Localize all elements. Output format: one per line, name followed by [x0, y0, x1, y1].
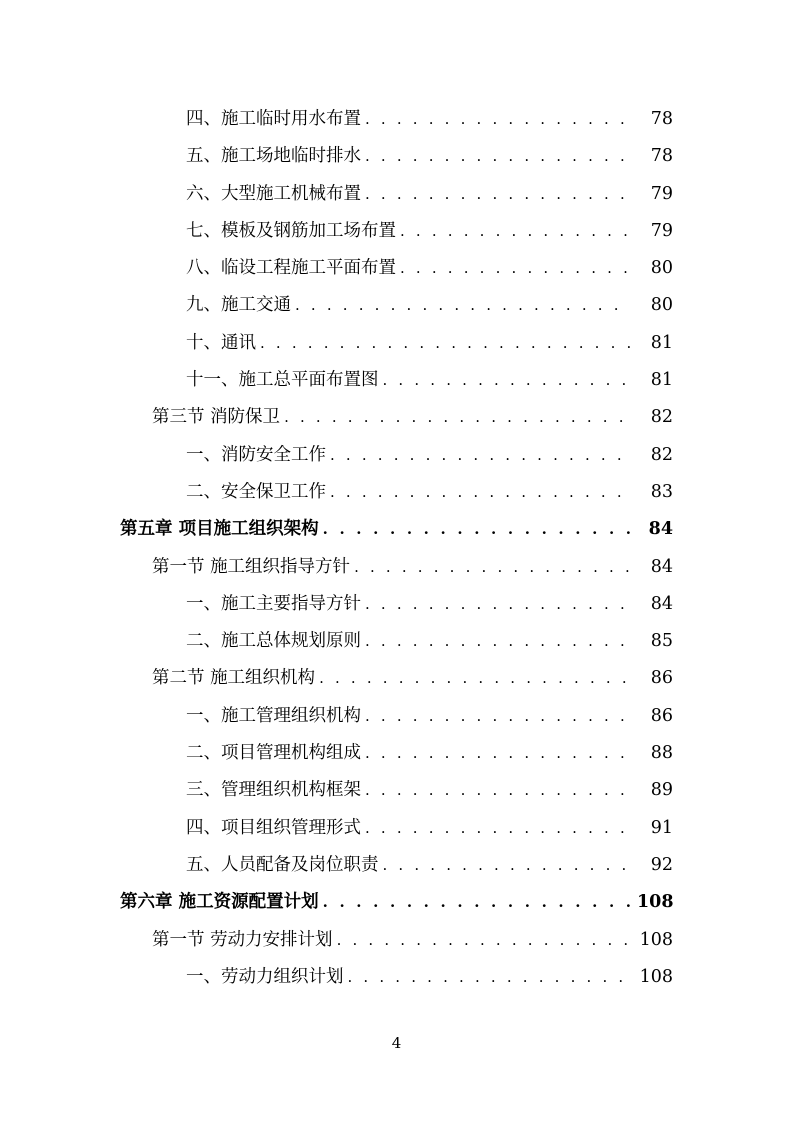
- toc-entry[interactable]: [0, 922, 793, 959]
- toc-entry[interactable]: [0, 213, 793, 250]
- toc-entry[interactable]: [0, 884, 793, 921]
- dot-leader: [365, 101, 631, 138]
- toc-entry-title: 二、项目管理机构组成: [186, 743, 361, 764]
- toc-entry-page: 85: [650, 631, 673, 652]
- dot-leader: [365, 735, 631, 772]
- page-number: 4: [391, 1034, 402, 1052]
- dot-leader: [260, 325, 631, 362]
- dot-leader: [383, 362, 632, 399]
- dot-leader: [400, 213, 631, 250]
- dot-leader: [348, 959, 632, 996]
- toc-entry[interactable]: [0, 810, 793, 847]
- toc-entry[interactable]: [0, 959, 793, 996]
- toc-entry-page: 92: [650, 854, 673, 875]
- toc-entry-page: 80: [650, 295, 673, 316]
- dot-leader: [365, 138, 631, 175]
- toc-entry-title: 五、施工场地临时排水: [186, 146, 361, 167]
- toc-entry-title: 二、安全保卫工作: [186, 481, 326, 502]
- toc-entry-page: 89: [650, 780, 673, 801]
- dot-leader: [365, 623, 631, 660]
- dot-leader: [354, 549, 631, 586]
- toc-entry[interactable]: [0, 623, 793, 660]
- toc-entry-title: 第五章 项目施工组织架构: [120, 519, 319, 540]
- toc-entry-title: 八、临设工程施工平面布置: [186, 258, 396, 279]
- toc-entry-title: 四、项目组织管理形式: [186, 817, 361, 838]
- toc-entry-title: 第三节 消防保卫: [152, 407, 281, 428]
- toc-entry-page: 88: [650, 743, 673, 764]
- toc-entry-title: 一、劳动力组织计划: [186, 966, 344, 987]
- toc-entry[interactable]: [0, 847, 793, 884]
- dot-leader: [319, 660, 631, 697]
- table-of-contents: [0, 101, 793, 996]
- toc-entry[interactable]: [0, 399, 793, 436]
- dot-leader: [337, 922, 631, 959]
- toc-entry-title: 九、施工交通: [186, 295, 291, 316]
- toc-entry[interactable]: [0, 287, 793, 324]
- toc-entry-title: 一、施工管理组织机构: [186, 705, 361, 726]
- toc-entry-title: 第六章 施工资源配置计划: [120, 892, 319, 913]
- toc-entry-title: 第一节 施工组织指导方针: [152, 556, 351, 577]
- toc-entry[interactable]: [0, 586, 793, 623]
- toc-entry[interactable]: [0, 549, 793, 586]
- toc-entry[interactable]: [0, 772, 793, 809]
- toc-entry-title: 第二节 施工组织机构: [152, 668, 316, 689]
- toc-entry[interactable]: [0, 138, 793, 175]
- dot-leader: [400, 250, 631, 287]
- dot-leader: [295, 287, 631, 324]
- toc-entry-page: 86: [650, 668, 673, 689]
- dot-leader: [365, 810, 631, 847]
- toc-entry[interactable]: [0, 362, 793, 399]
- toc-entry-page: 86: [650, 705, 673, 726]
- dot-leader: [365, 176, 631, 213]
- toc-entry-page: 81: [650, 370, 673, 391]
- toc-entry-page: 108: [639, 929, 673, 950]
- dot-leader: [365, 772, 631, 809]
- toc-entry[interactable]: [0, 660, 793, 697]
- dot-leader: [330, 437, 631, 474]
- toc-entry[interactable]: [0, 474, 793, 511]
- dot-leader: [284, 399, 631, 436]
- toc-entry-title: 一、施工主要指导方针: [186, 593, 361, 614]
- toc-entry-title: 五、人员配备及岗位职责: [186, 854, 379, 875]
- toc-entry[interactable]: [0, 250, 793, 287]
- toc-entry-page: 78: [650, 109, 673, 129]
- toc-entry-page: 84: [650, 593, 673, 614]
- dot-leader: [365, 586, 631, 623]
- toc-entry-page: 108: [639, 966, 673, 987]
- toc-entry-page: 79: [650, 183, 673, 204]
- dot-leader: [383, 847, 632, 884]
- toc-entry[interactable]: [0, 101, 793, 138]
- toc-entry-page: 79: [650, 220, 673, 241]
- toc-entry-title: 七、模板及钢筋加工场布置: [186, 220, 396, 241]
- toc-entry[interactable]: [0, 437, 793, 474]
- toc-entry-title: 第一节 劳动力安排计划: [152, 929, 333, 950]
- toc-entry-page: 81: [650, 332, 673, 353]
- dot-leader: [323, 511, 631, 548]
- toc-entry-title: 一、消防安全工作: [186, 444, 326, 465]
- toc-entry-title: 十一、施工总平面布置图: [186, 370, 379, 391]
- toc-entry-page: 78: [650, 146, 673, 167]
- toc-entry-page: 80: [650, 258, 673, 279]
- toc-entry-page: 84: [650, 556, 673, 577]
- toc-entry-title: 六、大型施工机械布置: [186, 183, 361, 204]
- toc-entry-page: 84: [648, 519, 673, 540]
- toc-entry-page: 108: [637, 892, 674, 913]
- toc-entry[interactable]: [0, 325, 793, 362]
- dot-leader: [365, 698, 631, 735]
- toc-entry-title: 十、通讯: [186, 332, 256, 353]
- toc-entry[interactable]: [0, 511, 793, 548]
- toc-entry[interactable]: [0, 698, 793, 735]
- toc-entry[interactable]: [0, 735, 793, 772]
- toc-entry-page: 82: [650, 407, 673, 428]
- toc-entry-title: 三、管理组织机构框架: [186, 780, 361, 801]
- toc-entry-title: 四、施工临时用水布置: [186, 109, 361, 129]
- toc-entry-title: 二、施工总体规划原则: [186, 631, 361, 652]
- dot-leader: [330, 474, 631, 511]
- toc-entry-page: 91: [650, 817, 673, 838]
- toc-entry[interactable]: [0, 176, 793, 213]
- toc-entry-page: 83: [650, 481, 673, 502]
- toc-entry-page: 82: [650, 444, 673, 465]
- dot-leader: [323, 884, 631, 921]
